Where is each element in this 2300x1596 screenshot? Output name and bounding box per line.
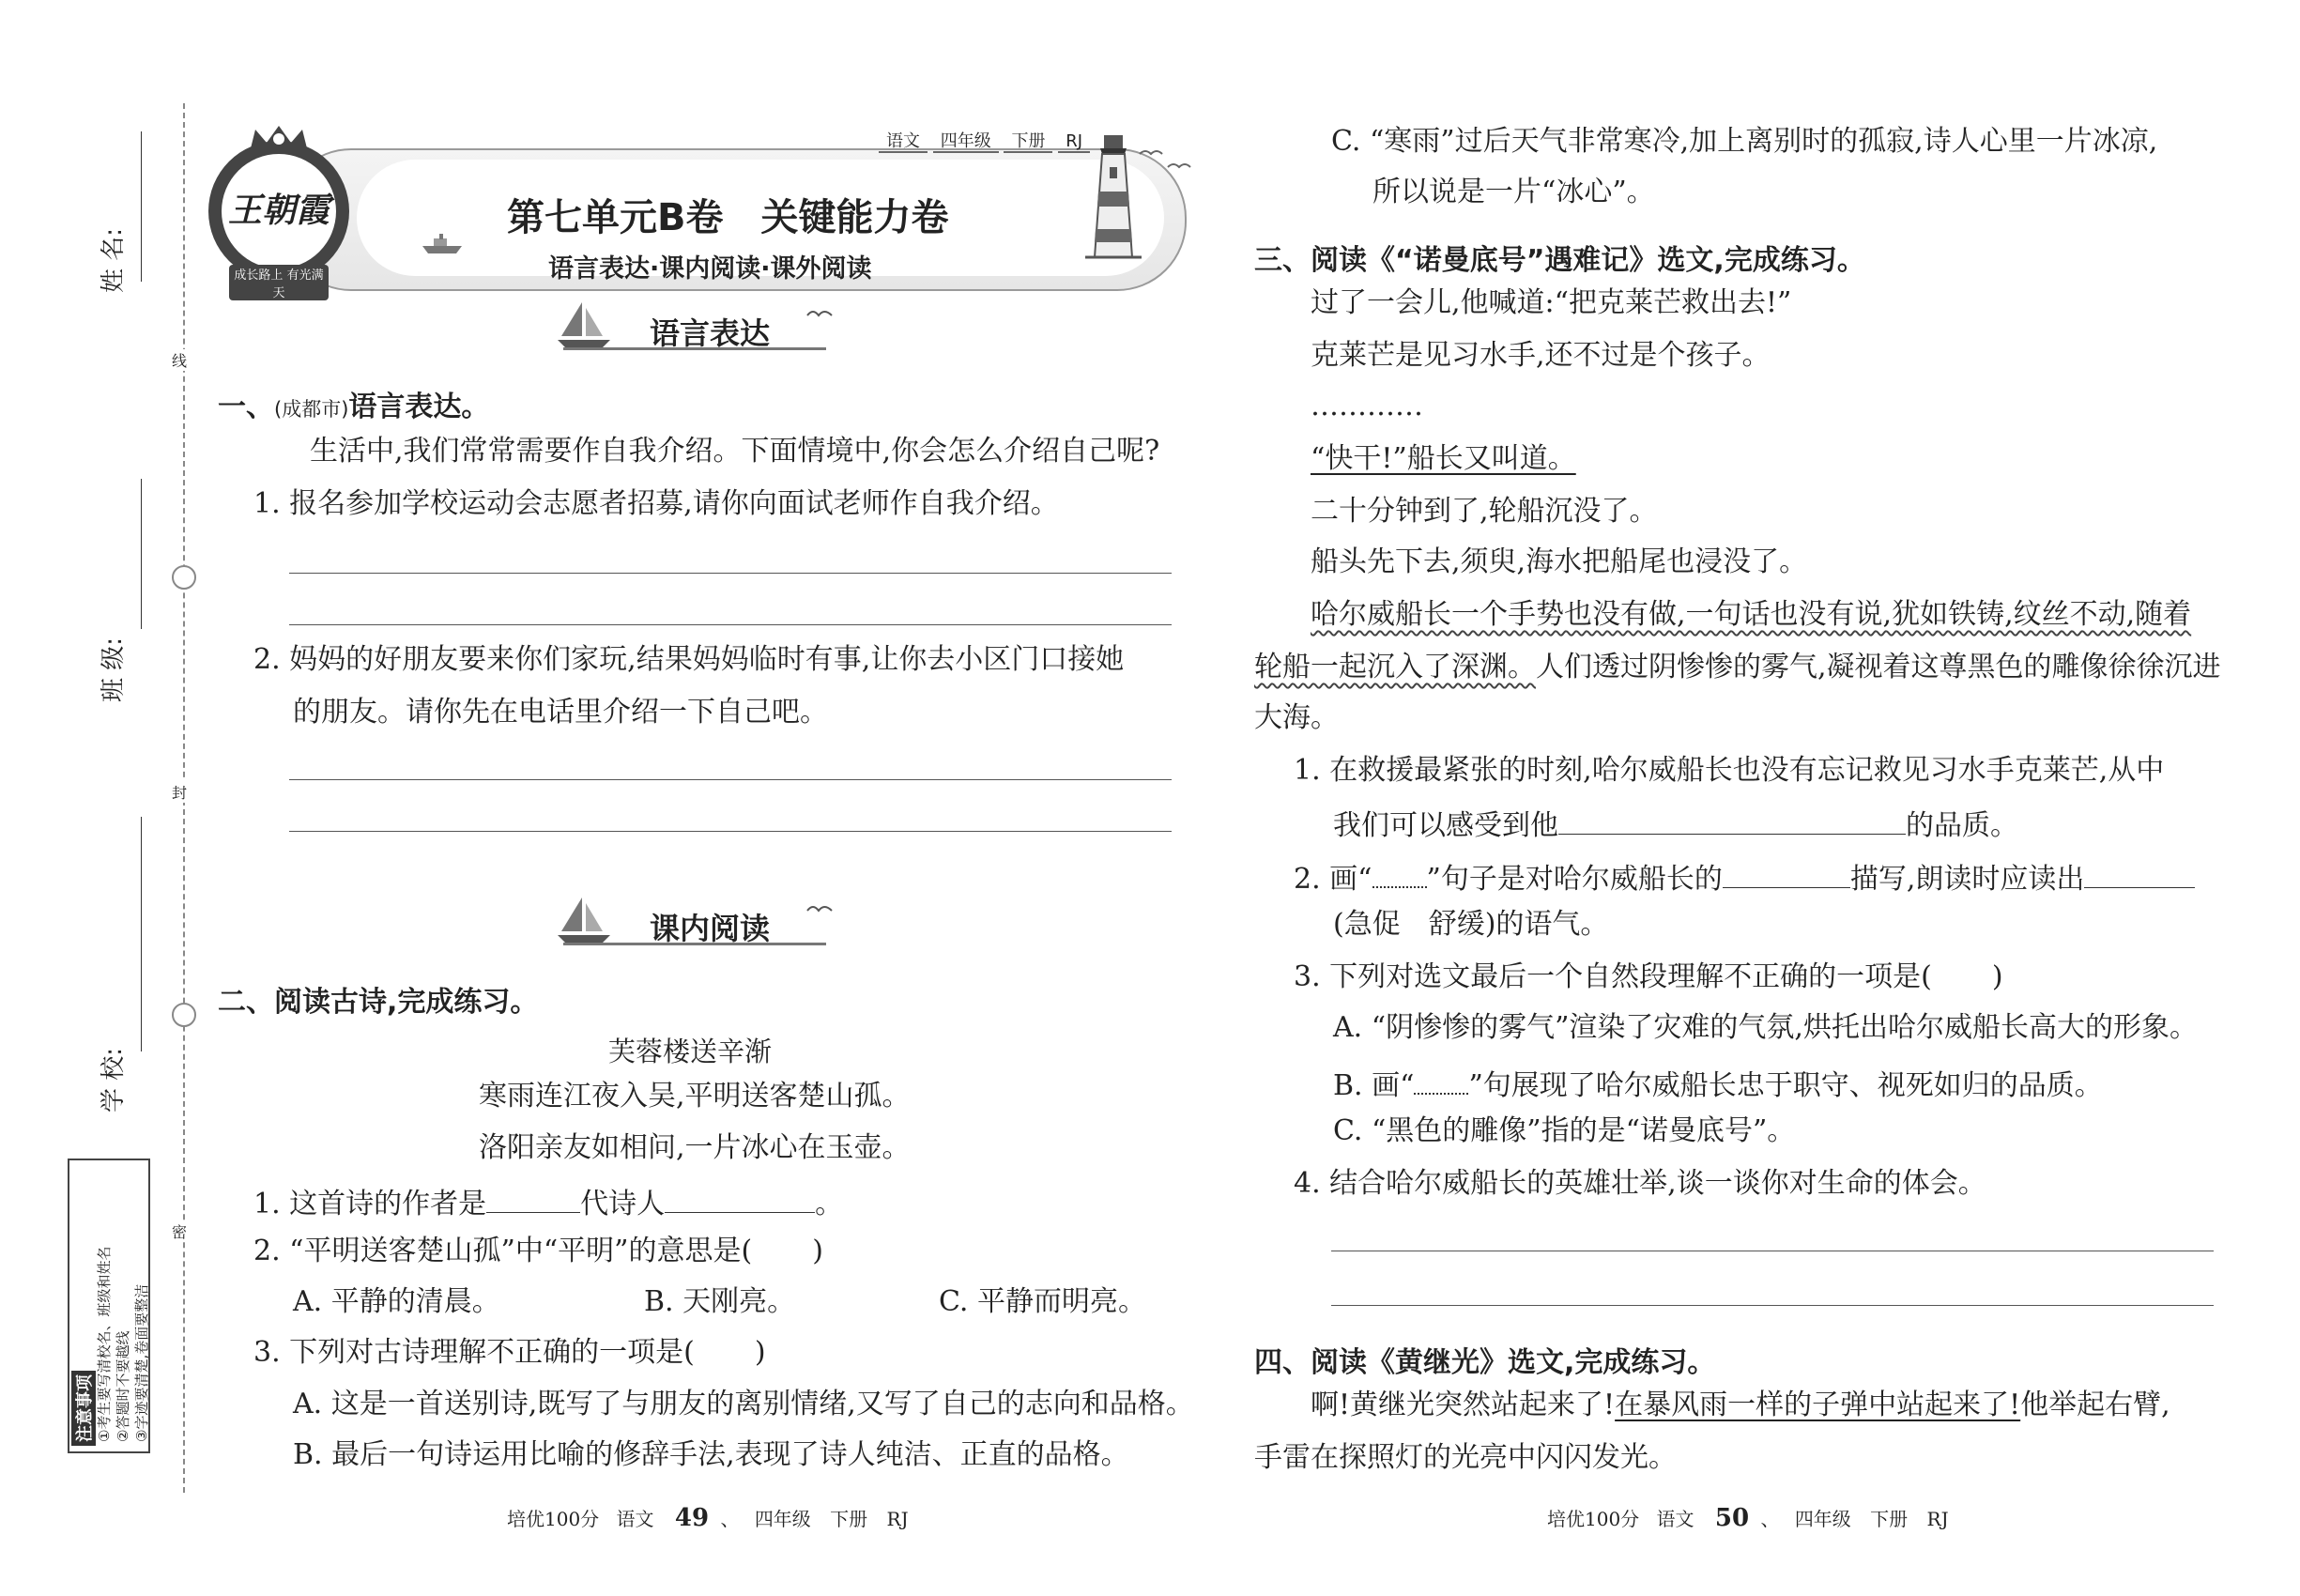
q3-s2-line1: 2. 画“ ”句子是对哈尔威船长的 描写,朗读时应读出 [1294,860,2195,894]
q3-para5: 二十分钟到了,轮船沉没了。 [1311,495,1658,528]
cut-mark-line: 线 [172,349,187,371]
q1-item1: 1. 报名参加学校运动会志愿者招募,请你向面试老师作自我介绍。 [253,487,1059,520]
q3-para3: ………… [1311,390,1423,422]
cut-mark-seal: 密 [172,1220,187,1242]
q1-heading: 一、(成都市)语言表达。 [218,391,490,423]
q1-source: (成都市) [274,398,349,421]
brand-slogan: 成长路上 有光满天 [229,265,329,300]
q3-heading: 三、阅读《“诺曼底号”遇难记》选文,完成练习。 [1254,244,1865,277]
q2-s1: 1. 这首诗的作者是 代诗人 。 [253,1188,844,1220]
q2-s3-opt-c-line2: 所以说是一片“冰心”。 [1372,176,1655,208]
q3-s3-opt-a: A. “阴惨惨的雾气”渲染了灾难的气氛,烘托出哈尔威船长高大的形象。 [1333,1011,2198,1044]
footer-left: 培优100分 语文 49 、 四年级 下册 RJ [507,1504,909,1532]
q3-s1-line2: 我们可以感受到他 的品质。 [1333,809,2018,842]
meta-edition: RJ [1058,131,1090,153]
q2-s3-opt-b: B. 最后一句诗运用比喻的修辞手法,表现了诗人纯洁、正直的品格。 [293,1438,1129,1471]
meta-term: 下册 [1004,131,1052,153]
poem-title: 芙蓉楼送辛渐 [608,1036,773,1067]
wavy-mark-sample [1372,860,1427,888]
q2-s2-opt-c: C. 平静而明亮。 [939,1285,1146,1318]
q2-s2: 2. “平明送客楚山孤”中“平明”的意思是( ) [253,1235,823,1267]
seagull-icon [805,306,834,327]
name-label: 姓 名: [100,227,128,293]
section-title: 课内阅读 [650,911,771,946]
note-3: ③字迹要清楚,卷面要整洁 [133,1283,150,1442]
q3-s3-opt-c: C. “黑色的雕像”指的是“诺曼底号”。 [1333,1114,1796,1147]
description-blank[interactable] [1723,861,1850,888]
q1-item2-line1: 2. 妈妈的好朋友要来你们家玩,结果妈妈临时有事,让你去小区门口接她 [253,643,1125,676]
q3-para7-line3: 大海。 [1254,701,1339,734]
q3-para7-line2: 轮船一起沉入了深渊。人们透过阴惨惨的雾气,凝视着这尊黑色的雕像徐徐沉进 [1254,651,2221,683]
seagull-icon [805,901,834,922]
brand-name: 王朝霞 [227,192,330,230]
q3-s4: 4. 结合哈尔威船长的英雄壮举,谈一谈你对生命的体会。 [1294,1167,1986,1200]
q3-para2: 克莱芒是见习水手,还不过是个孩子。 [1311,339,1771,372]
answer-line-q1-2b[interactable] [289,831,1172,832]
q2-s3: 3. 下列对古诗理解不正确的一项是( ) [253,1336,766,1369]
q2-s3-opt-a: A. 这是一首送别诗,既写了与朋友的离别情绪,又写了自己的志向和品格。 [293,1388,1194,1420]
ship-icon [421,233,464,259]
meta-subject: 语文 [879,131,928,153]
poem-line2: 洛阳亲友如相问,一片冰心在玉壶。 [479,1131,911,1164]
quality-blank[interactable] [1558,807,1906,835]
q1-intro: 生活中,我们常常需要作自我介绍。下面情境中,你会怎么介绍自己呢? [310,435,1160,468]
meta-grade: 四年级 [933,131,999,153]
punch-hole-icon [172,1003,196,1027]
q4-heading: 四、阅读《黄继光》选文,完成练习。 [1254,1346,1716,1379]
note-2: ②答题时不要越线 [115,1330,131,1442]
school-label: 学 校: [100,1047,128,1113]
crown-icon [246,124,312,160]
q2-s2-opt-a: A. 平静的清晨。 [293,1285,500,1318]
name-field[interactable] [141,131,142,282]
q3-s2-line2: (急促 舒缓)的语气。 [1333,908,1609,941]
sailboat-icon [556,894,612,950]
poem-line1: 寒雨连江夜入吴,平明送客楚山孤。 [479,1080,911,1113]
page-title: 第七单元B卷 关键能力卷 [507,196,949,239]
q4-para2: 手雷在探照灯的光亮中闪闪发光。 [1254,1441,1677,1474]
answer-line-q1-1a[interactable] [289,573,1172,574]
sailboat-icon [556,299,612,355]
poet-blank[interactable] [665,1186,815,1213]
tone-blank[interactable] [2084,861,2195,888]
note-1: ①考生要写清校名、班级和姓名 [96,1246,113,1442]
q2-s2-opt-b: B. 天刚亮。 [644,1285,796,1318]
class-label: 班 级: [100,637,128,702]
page-number: 49 [674,1504,710,1532]
footer-right: 培优100分 语文 50 、 四年级 下册 RJ [1547,1504,1949,1532]
birds-icon [1136,141,1192,182]
q2-heading: 二、阅读古诗,完成练习。 [218,986,539,1019]
answer-line-q1-1b[interactable] [289,624,1172,625]
q3-s3-opt-b: B. 画“ ”句展现了哈尔威船长忠于职守、视死如归的品质。 [1333,1067,2103,1100]
section-title: 语言表达 [650,315,771,351]
page-subtitle: 语言表达·课内阅读·课外阅读 [548,254,872,284]
q3-para6: 船头先下去,须臾,海水把船尾也浸没了。 [1311,545,1808,578]
q1-item2-line2: 的朋友。请你先在电话里介绍一下自己吧。 [293,696,828,729]
page-number: 50 [1714,1504,1750,1532]
header-meta [879,128,1090,152]
notes-title: 注意事项 [71,1371,96,1446]
cut-mark-seal: 封 [172,781,187,803]
punch-hole-icon [172,565,196,590]
q3-para4: “快干!”船长又叫道。 [1311,442,1576,475]
answer-line-q3-4b[interactable] [1331,1305,2214,1306]
q3-para7-line1: 哈尔威船长一个手势也没有做,一句话也没有说,犹如铁铸,纹丝不动,随着 [1311,598,2192,631]
author-blank[interactable] [486,1186,580,1213]
q2-s3-opt-c-line1: C. “寒雨”过后天气非常寒冷,加上离别时的孤寂,诗人心里一片冰凉, [1331,125,2158,158]
class-field[interactable] [141,479,142,629]
q3-s3: 3. 下列对选文最后一个自然段理解不正确的一项是( ) [1294,960,2003,993]
q3-para1: 过了一会儿,他喊道:“把克莱芒救出去!” [1311,286,1792,319]
school-field[interactable] [141,817,142,1051]
wavy-mark-sample [1414,1067,1468,1095]
q3-s1-line1: 1. 在救援最紧张的时刻,哈尔威船长也没有忘记救见习水手克莱芒,从中 [1294,754,2165,787]
q4-para1: 啊!黄继光突然站起来了!在暴风雨一样的子弹中站起来了!他举起右臂, [1311,1389,2170,1421]
answer-line-q1-2a[interactable] [289,779,1172,780]
